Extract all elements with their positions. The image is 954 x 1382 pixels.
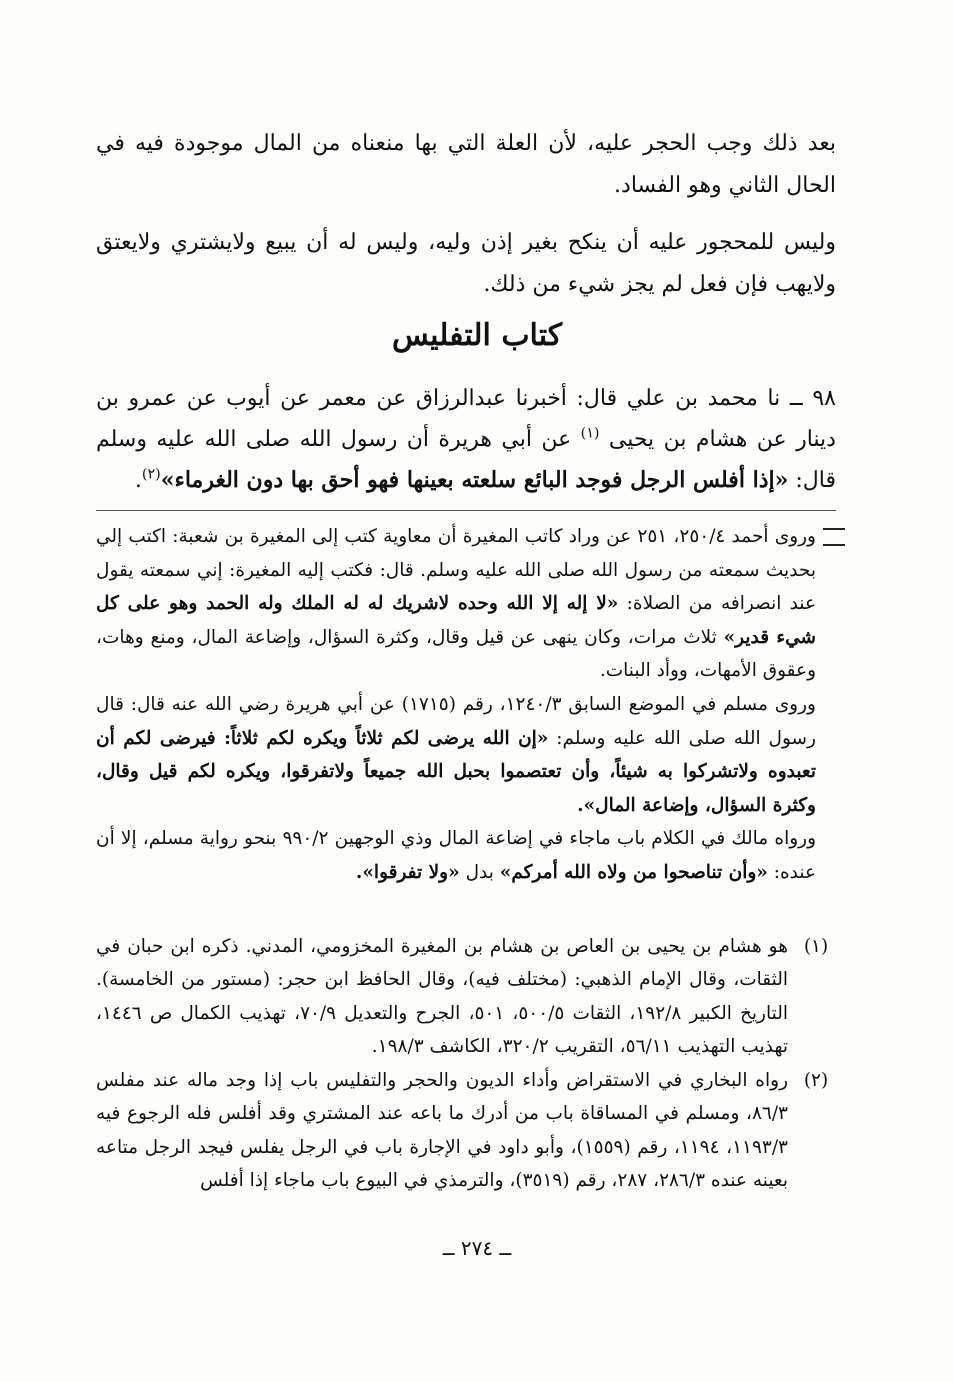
footnote-ref-1[interactable]: (١) [580,425,600,442]
footnote-text: رواه البخاري في الاستقراض وأداء الديون والحجر والتفليس باب إذا وجد ماله عند مفلس ٨٦/٣، ومسلم في المساقاة باب من أدرك ما باعه عند المشتري وقد أفلس فله الرجوع فيه ١١٩٣/٣، ١١٩٤، رقم (١٥٥٩)، وأبو داود في الإجارة باب في الرجل يفلس فيجد الرجل متاعه بعينه عنده ٢٨٦/٣، ٢٨٧، رقم (٣٥١٩)، والترمذي في البيوع باب ماجاء إذا أفلس [96,1070,788,1192]
page-number: ــ ٢٧٤ ــ [442,1236,512,1260]
cont-quote: «ولا تفرقوا». [355,861,460,883]
continuation-para-3 [96,822,816,889]
cont-quote: «إن الله يرضى لكم ثلاثاً ويكره لكم ثلاثاً: فيرضى لكم أن تعبدوه ولاتشركوا به شيئاً، وأن تعتصموا بحبل الله جميعاً ولاتفرقوا، ويكره لكم قيل وقال، وكثرة السؤال، وإضاعة المال». [96,727,816,816]
cont-text: وروى مسلم في الموضع السابق ١٢٤٠/٣، رقم (١٧١٥) عن أبي هريرة رضي الله عنه قال: قال رسول الله صلى الله عليه وسلم: [96,693,816,749]
cont-text: بدل [465,861,494,883]
hadith-paragraph [96,378,836,501]
cont-text: ورواه مالك في الكلام باب ماجاء في إضاعة المال وذي الوجهين ٩٩٠/٢ بنحو رواية مسلم، إلا أن عنده: [96,828,817,883]
footnote-continuation [96,520,816,890]
footnote-number: (١) [803,936,829,957]
paragraph-1: بعد ذلك وجب الحجر عليه، لأن العلة التي بها منعناه من المال موجودة فيه في الحال الثاني وهو الفساد. [96,131,836,198]
footnote-number: (٢) [803,1070,829,1091]
continuation-para-2 [96,688,816,822]
paragraph-2: وليس للمحجور عليه أن ينكح بغير إذن وليه، وليس له أن يبيع ولايشتري ولايعتق ولايهب فإن فعل لم يجز شيء من ذلك. [96,230,836,297]
hadith-quote: «إذا أفلس الرجل فوجد البائع سلعته بعينها فهو أحق بها دون الغرماء» [160,467,789,493]
continuation-mark [823,528,845,546]
hadith-end: . [134,468,142,493]
footnote-2 [96,1064,836,1198]
continuation-para-1 [96,520,816,688]
footnote-ref-2[interactable]: (٢) [141,466,161,483]
cont-quote: «وأن تناصحوا من ولاه الله أمركم» [499,861,768,883]
cont-quote: «لا إله إلا الله وحده لاشريك له له الملك وله الحمد وهو على كل شيء قدير» [96,593,816,648]
hadith-mid: عن أبي هريرة أن رسول الله صلى الله عليه وسلم قال: [96,427,836,493]
section-heading: كتاب التفليس [391,318,563,353]
cont-text: وروى أحمد ٢٥٠/٤، ٢٥١ عن وراد كاتب المغيرة أن معاوية كتب إلى المغيرة بن شعبة: اكتب إلي بحديث سمعته من رسول الله صلى الله عليه وسلم. قال: فكتب إليه المغيرة: إني سمعته يقول عند انصرافه من الصلاة: [96,526,816,615]
hadith-intro: ٩٨ ــ نا محمد بن علي قال: أخبرنا عبدالرزاق عن معمر عن أيوب عن عمرو بن دينار عن هشام بن يحيى [96,386,836,452]
footnote-text: هو هشام بن يحيى بن العاص بن هشام بن المغيرة المخزومي، المدني. ذكره ابن حبان في الثقات، وقال الإمام الذهبي: (مختلف فيه)، وقال الحافظ ابن حجر: (مستور من الخامسة). التاريخ الكبير ١٩٢/٨، الثقات ٥٠٠/٥، ٥٠١، الجرح والتعديل ٧٠/٩، تهذيب الكمال ص ١٤٤٦، تهذيب التهذيب ٥٦/١١، التقريب ٣٢٠/٢، الكاشف ١٩٨/٣. [96,936,788,1058]
footnote-1 [96,930,836,1064]
cont-text: ثلاث مرات، وكان ينهى عن قيل وقال، وكثرة السؤال، وإضاعة المال، ومنع وهات، وعقوق الأمهات، ووأد البنات. [96,626,816,682]
footnote-separator [96,510,836,511]
